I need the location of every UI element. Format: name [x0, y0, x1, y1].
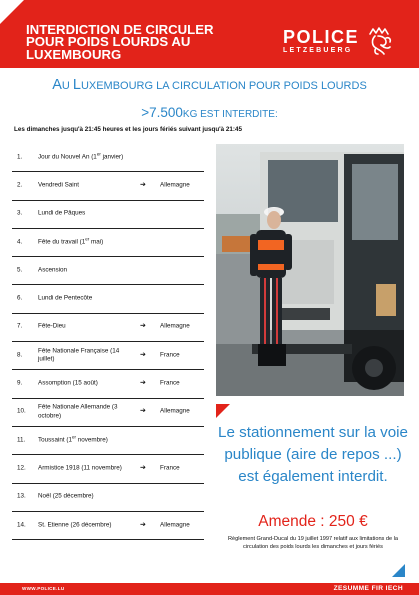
table-row — [12, 314, 204, 342]
title-line-2: POUR POIDS LOURDS AU — [26, 34, 191, 50]
logo-word: POLICE — [283, 27, 360, 47]
holiday-name — [38, 521, 124, 530]
table-row — [12, 201, 204, 229]
fine-amount: Amende : 250 € — [258, 513, 368, 530]
ordinal-suffix: er — [85, 236, 90, 242]
row-number: 8. — [17, 351, 23, 359]
holiday-name-text: Ascension — [38, 266, 68, 274]
row-number: 4. — [17, 238, 23, 246]
row-number: 13. — [17, 492, 26, 500]
arrow-right-icon: ➔ — [140, 379, 146, 387]
holiday-name — [38, 347, 124, 364]
holiday-name-text: Jour du Nouvel An (1 — [38, 153, 97, 161]
holiday-name-text: Lundi de Pentecôte — [38, 294, 93, 302]
weight-value: >7.500 — [141, 105, 183, 120]
row-number: 2. — [17, 181, 23, 189]
table-row — [12, 399, 204, 427]
holiday-name-text: Fête Nationale Française (14 juillet) — [38, 347, 120, 363]
holiday-name-text: Assomption (15 août) — [38, 379, 98, 387]
headline-cap-a: A — [52, 77, 62, 93]
footer-bar — [0, 583, 419, 595]
row-number: 5. — [17, 266, 23, 274]
table-row — [12, 229, 204, 257]
row-number: 12. — [17, 464, 26, 472]
table-row — [12, 342, 204, 370]
also-applies-country: France — [160, 379, 180, 387]
accent-triangle-blue — [392, 564, 405, 577]
holiday-name — [38, 210, 124, 219]
website-link[interactable]: WWW.POLICE.LU — [22, 586, 65, 591]
header-banner — [0, 0, 419, 68]
holiday-name — [38, 295, 124, 304]
row-number: 1. — [17, 153, 23, 161]
row-number: 6. — [17, 294, 23, 302]
table-row — [12, 427, 204, 455]
holiday-name — [38, 182, 124, 191]
table-row — [12, 144, 204, 172]
also-applies-country: France — [160, 351, 180, 359]
table-row — [12, 512, 204, 540]
accent-triangle-red — [216, 404, 230, 418]
holiday-name-text: Toussaint (1 — [38, 436, 72, 444]
police-logo — [283, 28, 359, 56]
headline-part-2: UXEMBOURG LA CIRCULATION POUR POIDS LOURDS — [80, 80, 367, 92]
headline-cap-l: L — [72, 77, 81, 93]
row-number: 7. — [17, 323, 23, 331]
holiday-name — [38, 267, 124, 276]
arrow-right-icon: ➔ — [140, 464, 146, 472]
holiday-name — [38, 153, 124, 162]
ordinal-suffix: er — [96, 151, 101, 157]
holiday-name — [38, 493, 124, 502]
arrow-right-icon: ➔ — [140, 323, 146, 331]
arrow-right-icon: ➔ — [140, 181, 146, 189]
also-applies-country: Allemagne — [160, 323, 190, 331]
ordinal-suffix: er — [71, 434, 76, 440]
title-line-1: INTERDICTION DE CIRCULER — [26, 22, 214, 37]
lion-crest-icon — [366, 26, 394, 56]
table-row — [12, 484, 204, 512]
headline — [0, 76, 419, 95]
holiday-name-text: Fête-Dieu — [38, 323, 66, 331]
regulation-reference: Règlement Grand-Ducal du 19 juillet 1997 relatif aux limitations de la circulation des poids lourds les dimanches et jours fériés — [227, 536, 399, 550]
also-applies-country: Allemagne — [160, 408, 190, 416]
also-applies-country: France — [160, 464, 180, 472]
holiday-name — [38, 465, 124, 474]
holiday-name-tail: novembre) — [75, 436, 108, 444]
holiday-name-tail: janvier) — [100, 153, 124, 161]
table-row — [12, 172, 204, 200]
holiday-name-text: Fête du travail (1 — [38, 238, 86, 246]
holiday-name-text: Armistice 1918 (11 novembre) — [38, 464, 122, 472]
holiday-name — [38, 323, 124, 332]
row-number: 14. — [17, 521, 26, 529]
row-number: 3. — [17, 209, 23, 217]
title-line-3: LUXEMBOURG — [26, 46, 122, 62]
headline-part-1: U — [61, 80, 73, 92]
arrow-right-icon: ➔ — [140, 408, 146, 416]
holiday-name-text: Lundi de Pâques — [38, 209, 86, 217]
holiday-name — [38, 436, 124, 445]
footer-tagline: ZESUMME FIR IECH — [333, 585, 403, 592]
holiday-name-tail: mai) — [89, 238, 104, 246]
also-applies-country: Allemagne — [160, 521, 190, 529]
truck-checkpoint-photo — [216, 144, 404, 396]
holiday-table — [12, 144, 204, 540]
holiday-name-text: St. Etienne (26 décembre) — [38, 521, 112, 529]
holiday-name-text: Vendredi Saint — [38, 181, 79, 189]
table-row — [12, 455, 204, 483]
page-title — [26, 24, 266, 61]
also-applies-country: Allemagne — [160, 181, 190, 189]
table-row — [12, 257, 204, 285]
arrow-right-icon: ➔ — [140, 351, 146, 359]
row-number: 9. — [17, 379, 23, 387]
row-number: 11. — [17, 436, 26, 444]
holiday-name-text: Fête Nationale Allemande (3 octobre) — [38, 403, 118, 420]
holiday-name — [38, 404, 124, 421]
row-number: 10. — [17, 408, 26, 416]
weight-limit — [0, 104, 419, 124]
holiday-name — [38, 380, 124, 389]
table-row — [12, 285, 204, 313]
schedule-note: Les dimanches jusqu'à 21:45 heures et les jours fériés suivant jusqu'à 21:45 — [14, 126, 243, 133]
header-corner-cut — [0, 0, 24, 24]
logo-subtitle: LETZEBUERG — [283, 47, 353, 54]
holiday-name — [38, 238, 124, 247]
arrow-right-icon: ➔ — [140, 521, 146, 529]
holiday-name-text: Noël (25 décembre) — [38, 492, 94, 500]
weight-tail: KG EST INTERDITE: — [182, 109, 278, 120]
parking-notice: Le stationnement sur la voie publique (aire de repos ...) est également interdit. — [218, 424, 408, 485]
table-row — [12, 370, 204, 398]
